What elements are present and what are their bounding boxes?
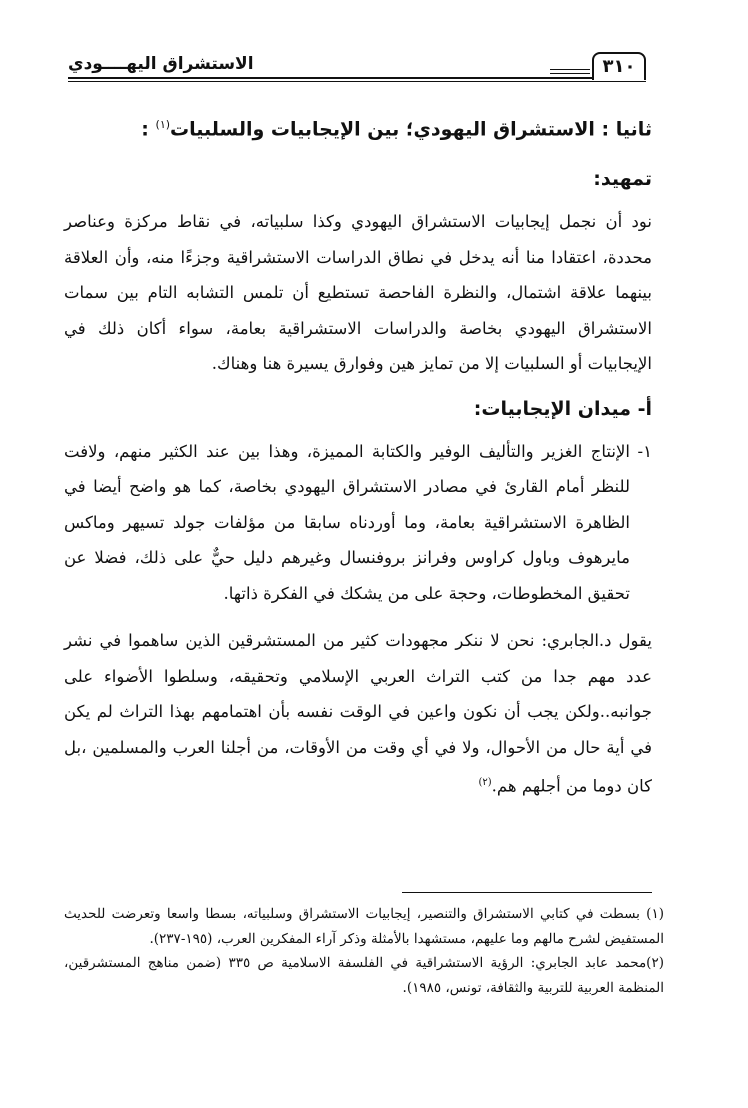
list-item [64, 434, 652, 612]
header-rule [68, 77, 646, 82]
list-item-number: ١- [637, 441, 652, 461]
footnote-1: (١) بسطت في كتابي الاستشراق والتنصير، إيجابيات الاستشراق وسلبياته، بسطا واسعا وتعرضت للحديث المستفيض لشرح مالهم وما عليهم، مستشهدا بالأمثلة وذكر آراء المفكرين العرب، (١٩٥-٢٣٧). [64, 906, 664, 947]
header-decorative-lines [550, 66, 590, 74]
footnote-divider [402, 892, 652, 893]
intro-heading: تمهيد: [593, 168, 652, 191]
quote-paragraph [64, 623, 652, 804]
positives-heading: أ- ميدان الإيجابيات: [473, 397, 652, 420]
intro-paragraph: نود أن نجمل إيجابيات الاستشراق اليهودي وكذا سلبياته، في نقاط مركزة وعناصر محددة، اعتقادا منا أنه يدخل في نطاق الدراسات الاستشراقية وجزءًا منه، وأن العلاقة بينهما علاقة اشتمال، والنظرة الفاحصة تستطيع أن تلمس التشابه التام بين سمات الاستشراق اليهودي بخاصة والدراسات الاستشراقية بعامة، سواء أكان ذلك في الإيجابيات أو السلبيات إلا من تمايز هين وفوارق يسيرة هنا وهناك. [64, 212, 652, 374]
footnote-2: (٢)محمد عابد الجابري: الرؤية الاستشراقية في الفلسفة الاسلامية ص ٣٣٥ (ضمن مناهج المستشرقين، المنظمة العربية للتربية والثقافة، تونس، ١٩٨٥). [64, 955, 664, 996]
list-item-text: الإنتاج الغزير والتأليف الوفير والكتابة المميزة، وهذا بين عند الكثير منهم، ولافت للنظر أمام القارئ في مصادر الاستشراق اليهودي بخاصة، كما هو واضح أيضا في الظاهرة الاستشراقية بعامة، وما أوردناه سابقا من مؤلفات جولد تسيهر وماكس مايرهوف وباول كراوس وفرانز بروفنسال وغيرهم دليل حيٌّ على ذلك، فضلا عن تحقيق المخطوطات، وحجة على من يشكك في الفكرة ذاتها. [64, 441, 630, 603]
footnote-ref-2: (٢) [478, 777, 492, 789]
page-header [68, 52, 646, 82]
footnotes [64, 902, 664, 1000]
running-title: الاستشراق اليهــــودي [68, 54, 254, 74]
quote-text: يقول د.الجابري: نحن لا ننكر مجهودات كثير من المستشرقين الذين ساهموا في نشر عدد مهم جدا من كتب التراث العربي الإسلامي وتحقيقه، وسلطوا الأضواء على جوانبه..ولكن يجب أن نكون واعين في الوقت نفسه بأن اهتمامهم بهذا التراث لم يكن في أية حال من الأحوال، ولا في أي وقت من الأوقات، من أجلنا العرب والمسلمين ،بل كان دوما من أجلهم هم. [64, 631, 652, 796]
footnote-ref-1: (١) [155, 118, 171, 131]
section-title-text: ثانيا : الاستشراق اليهودي؛ بين الإيجابيات والسلبيات [170, 118, 652, 141]
section-title-colon: : [141, 118, 156, 141]
page-body [64, 110, 652, 804]
section-title [64, 110, 652, 144]
page-number: ٣١٠ [592, 52, 646, 80]
